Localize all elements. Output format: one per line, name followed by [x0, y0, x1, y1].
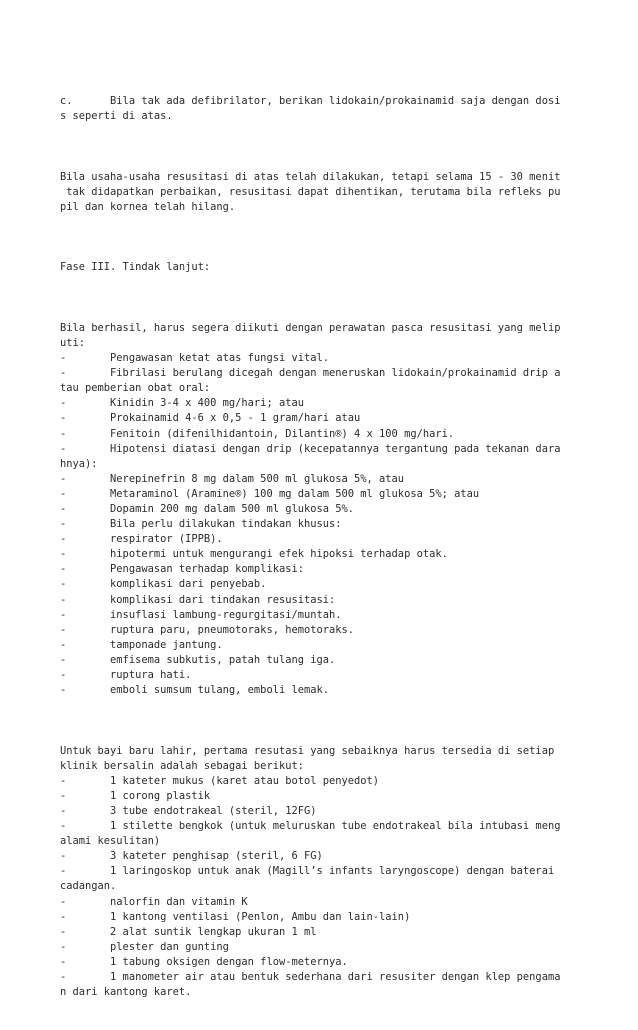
text-line: - 1 laringoskop untuk anak (Magill’s infants laryngoscope) dengan baterai: [60, 865, 555, 878]
text-line: cadangan.: [60, 880, 117, 893]
text-line: - Fenitoin (difenilhidantoin, Dilantin®) 4 x 100 mg/hari.: [60, 427, 455, 440]
text-line: - Kinidin 3-4 x 400 mg/hari; atau: [60, 397, 304, 410]
text-line: - plester dan gunting: [60, 940, 229, 953]
text-line: - 3 tube endotrakeal (steril, 12FG): [60, 804, 317, 817]
text-line: uti:: [60, 336, 86, 349]
text-line: - ruptura hati.: [60, 669, 192, 682]
text-line: tak didapatkan perbaikan, resusitasi dapat dihentikan, terutama bila refleks pu: [60, 185, 561, 198]
section-heading-fase-iii: [60, 260, 580, 275]
text-line: - 1 kateter mukus (karet atau botol penyedot): [60, 774, 380, 787]
text-line: Bila usaha-usaha resusitasi di atas telah dilakukan, tetapi selama 15 - 30 menit: [60, 170, 561, 183]
text-line: c. Bila tak ada defibrilator, berikan lidokain/prokainamid saja dengan dosi: [60, 95, 561, 108]
text-line: Bila berhasil, harus segera diikuti dengan perawatan pasca resusitasi yang melip: [60, 321, 561, 334]
text-line: - ruptura paru, pneumotoraks, hemotoraks.: [60, 623, 355, 636]
text-line: - Pengawasan ketat atas fungsi vital.: [60, 352, 329, 365]
text-line: - 2 alat suntik lengkap ukuran 1 ml: [60, 925, 317, 938]
text-line: - 1 corong plastik: [60, 789, 211, 802]
text-line: - Hipotensi diatasi dengan drip (kecepatannya tergantung pada tekanan dara: [60, 442, 561, 455]
document-page: [60, 64, 580, 1030]
text-line: - Prokainamid 4-6 x 0,5 - 1 gram/hari atau: [60, 412, 361, 425]
text-line: - emboli sumsum tulang, emboli lemak.: [60, 684, 329, 697]
text-line: - tamponade jantung.: [60, 638, 223, 651]
text-line: - Pengawasan terhadap komplikasi:: [60, 563, 304, 576]
text-line: - hipotermi untuk mengurangi efek hipoksi terhadap otak.: [60, 548, 448, 561]
text-line: - Dopamin 200 mg dalam 500 ml glukosa 5%.: [60, 503, 355, 515]
text-line: - Bila perlu dilakukan tindakan khusus:: [60, 518, 342, 531]
text-line: - insuflasi lambung-regurgitasi/muntah.: [60, 608, 342, 621]
paragraph-resuscitation-stop: [60, 170, 580, 215]
text-line: - emfisema subkutis, patah tulang iga.: [60, 653, 336, 666]
text-line: - Nerepinefrin 8 mg dalam 500 ml glukosa 5%, atau: [60, 472, 405, 485]
text-line: klinik bersalin adalah sebagai berikut:: [60, 759, 304, 772]
text-line: hnya):: [60, 457, 98, 470]
paragraph-newborn-equipment-list: [60, 744, 580, 1001]
text-line: tau pemberian obat oral:: [60, 382, 211, 395]
text-line: Untuk bayi baru lahir, pertama resutasi yang sebaiknya harus tersedia di setiap: [60, 744, 555, 757]
text-line: n dari kantong karet.: [60, 986, 192, 999]
text-line: - 3 kateter penghisap (steril, 6 FG): [60, 850, 323, 863]
text-line: - nalorfin dan vitamin K: [60, 895, 248, 908]
text-line: - 1 tabung oksigen dengan flow-meternya.: [60, 955, 348, 968]
text-line: - komplikasi dari tindakan resusitasi:: [60, 593, 336, 606]
text-line: - 1 stilette bengkok (untuk meluruskan tube endotrakeal bila intubasi meng: [60, 820, 561, 833]
text-line: - respirator (IPPB).: [60, 533, 223, 546]
text-line: pil dan kornea telah hilang.: [60, 200, 236, 213]
text-line: alami kesulitan): [60, 835, 161, 848]
text-line: - Metaraminol (Aramine®) 100 mg dalam 500 ml glukosa 5%; atau: [60, 487, 480, 500]
text-line: - Fibrilasi berulang dicegah dengan meneruskan lidokain/prokainamid drip a: [60, 367, 561, 380]
paragraph-post-resuscitation-list: [60, 321, 580, 698]
text-line: - 1 kantong ventilasi (Penlon, Ambu dan lain-lain): [60, 910, 411, 923]
paragraph-c: [60, 94, 580, 124]
text-line: - komplikasi dari penyebab.: [60, 578, 267, 591]
text-line: s seperti di atas.: [60, 110, 173, 123]
text-line: Fase III. Tindak lanjut:: [60, 261, 211, 274]
text-line: - 1 manometer air atau bentuk sederhana dari resusiter dengan klep pengama: [60, 971, 561, 983]
